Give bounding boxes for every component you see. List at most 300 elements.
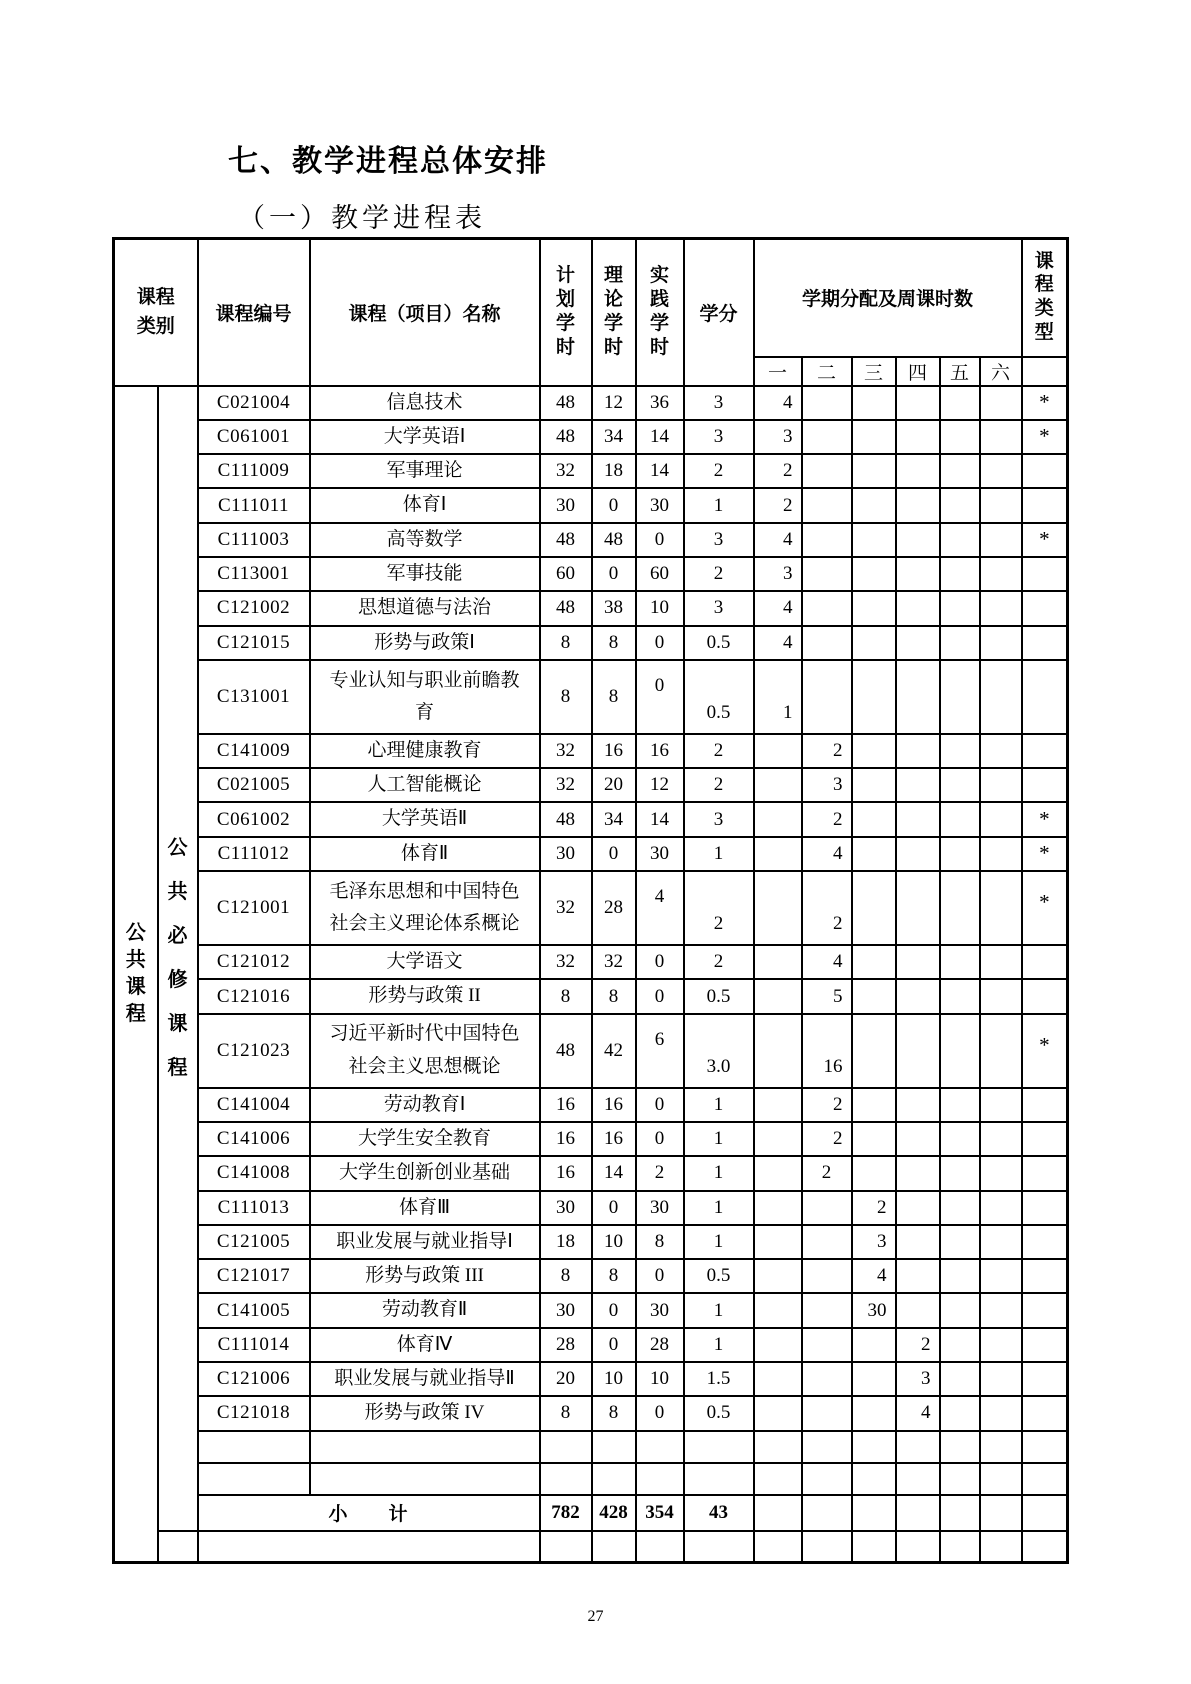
theory-hours: 8 xyxy=(592,660,636,734)
teaching-schedule-table xyxy=(112,237,1069,1564)
sem-6 xyxy=(980,734,1022,768)
course-no xyxy=(198,1463,310,1495)
sem-3: 3 xyxy=(852,1225,896,1259)
course-row xyxy=(114,1122,1068,1156)
planned-hours: 30 xyxy=(540,837,592,871)
practice-hours: 0 xyxy=(636,1122,684,1156)
course-no: C121017 xyxy=(198,1259,310,1293)
credits: 1 xyxy=(684,1225,754,1259)
category-public-courses: 公 共 课 程 xyxy=(114,386,158,1563)
course-row xyxy=(114,1014,1068,1088)
course-no: C121018 xyxy=(198,1396,310,1430)
course-name xyxy=(310,1463,540,1495)
sem-1 xyxy=(754,979,802,1013)
sem-5 xyxy=(940,626,980,660)
header-course-category: 课程类别 xyxy=(114,239,198,386)
sem-2: 16 xyxy=(802,1014,852,1088)
sem-1 xyxy=(754,802,802,836)
empty-row xyxy=(114,1463,1068,1495)
sem-2 xyxy=(802,420,852,454)
credits: 1 xyxy=(684,1191,754,1225)
practice-hours xyxy=(636,1463,684,1495)
sem-3: 30 xyxy=(852,1293,896,1327)
sem-3 xyxy=(852,1396,896,1430)
sem-1: 2 xyxy=(754,488,802,522)
course-no: C121001 xyxy=(198,871,310,945)
sem-2: 4 xyxy=(802,837,852,871)
theory-hours: 48 xyxy=(592,523,636,557)
sem-5 xyxy=(940,1191,980,1225)
practice-hours: 36 xyxy=(636,386,684,420)
course-name: 思想道德与法治 xyxy=(310,591,540,625)
course-no: C111003 xyxy=(198,523,310,557)
sem-6 xyxy=(980,837,1022,871)
course-name: 职业发展与就业指导Ⅰ xyxy=(310,1225,540,1259)
sem-6 xyxy=(980,1122,1022,1156)
theory-hours: 0 xyxy=(592,1191,636,1225)
course-row xyxy=(114,1156,1068,1190)
sem-6 xyxy=(980,768,1022,802)
section-title: 七、教学进程总体安排 xyxy=(228,145,548,178)
theory-hours: 8 xyxy=(592,626,636,660)
course-type-flag: * xyxy=(1022,837,1068,871)
sem-1 xyxy=(754,1495,802,1531)
sem-6 xyxy=(980,488,1022,522)
theory-hours: 0 xyxy=(592,1328,636,1362)
sem-2: 2 xyxy=(802,734,852,768)
sem-2 xyxy=(802,626,852,660)
sem-4 xyxy=(896,1014,940,1088)
semester-col-3: 三 xyxy=(852,357,896,386)
credits: 0.5 xyxy=(684,1259,754,1293)
course-no: C131001 xyxy=(198,660,310,734)
course-row xyxy=(114,660,1068,734)
course-row xyxy=(114,1396,1068,1430)
sem-4 xyxy=(896,626,940,660)
sem-5 xyxy=(940,488,980,522)
course-name: 形势与政策 III xyxy=(310,1259,540,1293)
sem-2: 3 xyxy=(802,768,852,802)
planned-hours: 32 xyxy=(540,768,592,802)
sem-4: 2 xyxy=(896,1328,940,1362)
semester-col-6: 六 xyxy=(980,357,1022,386)
sem-4 xyxy=(896,734,940,768)
course-row xyxy=(114,626,1068,660)
planned-hours: 16 xyxy=(540,1156,592,1190)
credits: 1 xyxy=(684,1122,754,1156)
sem-2 xyxy=(802,1531,852,1563)
header-credits: 学分 xyxy=(684,239,754,386)
practice-hours: 30 xyxy=(636,1293,684,1327)
practice-hours: 0 xyxy=(636,979,684,1013)
sem-6 xyxy=(980,386,1022,420)
course-name: 专业认知与职业前瞻教育 xyxy=(310,660,540,734)
sem-4 xyxy=(896,557,940,591)
course-type-flag: * xyxy=(1022,523,1068,557)
course-name: 体育Ⅳ xyxy=(310,1328,540,1362)
planned-hours: 30 xyxy=(540,1191,592,1225)
planned-hours: 30 xyxy=(540,1293,592,1327)
sem-5 xyxy=(940,1495,980,1531)
sem-1: 1 xyxy=(754,660,802,734)
theory-hours: 0 xyxy=(592,557,636,591)
sem-4 xyxy=(896,1191,940,1225)
course-type-flag: * xyxy=(1022,386,1068,420)
sem-4 xyxy=(896,488,940,522)
credits: 1 xyxy=(684,1088,754,1122)
course-no: C141006 xyxy=(198,1122,310,1156)
sem-3 xyxy=(852,420,896,454)
sem-3: 4 xyxy=(852,1259,896,1293)
planned-hours: 8 xyxy=(540,660,592,734)
sem-2 xyxy=(802,488,852,522)
practice-hours: 0 xyxy=(636,1396,684,1430)
credits: 3 xyxy=(684,523,754,557)
planned-hours: 48 xyxy=(540,386,592,420)
sem-4 xyxy=(896,420,940,454)
next-section-row xyxy=(114,1531,1068,1563)
sem-4 xyxy=(896,802,940,836)
course-type-flag xyxy=(1022,768,1068,802)
theory-hours: 8 xyxy=(592,1396,636,1430)
course-row xyxy=(114,454,1068,488)
planned-hours: 48 xyxy=(540,1014,592,1088)
course-row xyxy=(114,1328,1068,1362)
course-name: 职业发展与就业指导Ⅱ xyxy=(310,1362,540,1396)
course-name: 劳动教育Ⅱ xyxy=(310,1293,540,1327)
sem-4 xyxy=(896,1431,940,1463)
sem-1: 4 xyxy=(754,386,802,420)
empty-row xyxy=(114,1431,1068,1463)
course-no: C121005 xyxy=(198,1225,310,1259)
credits: 2 xyxy=(684,768,754,802)
header-semester-group: 学期分配及周课时数 xyxy=(754,239,1022,357)
course-no: C121002 xyxy=(198,591,310,625)
planned-hours: 60 xyxy=(540,557,592,591)
practice-hours: 4 xyxy=(636,871,684,945)
sem-1: 4 xyxy=(754,591,802,625)
sem-1 xyxy=(754,871,802,945)
sem-5 xyxy=(940,557,980,591)
sem-2 xyxy=(802,591,852,625)
theory-hours: 16 xyxy=(592,1122,636,1156)
sem-5 xyxy=(940,591,980,625)
practice-hours: 14 xyxy=(636,802,684,836)
theory-hours: 38 xyxy=(592,591,636,625)
credits: 3 xyxy=(684,802,754,836)
course-no: C121006 xyxy=(198,1362,310,1396)
credits: 2 xyxy=(684,945,754,979)
sem-1 xyxy=(754,1122,802,1156)
course-no: C111014 xyxy=(198,1328,310,1362)
planned-hours: 48 xyxy=(540,591,592,625)
sem-6 xyxy=(980,1362,1022,1396)
sem-5 xyxy=(940,1225,980,1259)
course-no: C111009 xyxy=(198,454,310,488)
sem-3 xyxy=(852,1362,896,1396)
practice-hours: 0 xyxy=(636,523,684,557)
course-type-flag xyxy=(1022,1362,1068,1396)
credits: 3 xyxy=(684,386,754,420)
sem-6 xyxy=(980,1328,1022,1362)
sem-2 xyxy=(802,1463,852,1495)
course-name: 形势与政策 IV xyxy=(310,1396,540,1430)
course-name: 人工智能概论 xyxy=(310,768,540,802)
theory-hours: 16 xyxy=(592,1088,636,1122)
sem-4 xyxy=(896,591,940,625)
sem-3 xyxy=(852,1014,896,1088)
credits: 1 xyxy=(684,1156,754,1190)
credits: 2 xyxy=(684,734,754,768)
course-name: 大学语文 xyxy=(310,945,540,979)
category-public-required-courses: 公 共 必 修 课 程 xyxy=(158,386,198,1531)
planned-hours: 48 xyxy=(540,523,592,557)
subtotal-practice-hours: 354 xyxy=(636,1495,684,1531)
theory-hours: 34 xyxy=(592,802,636,836)
sem-6 xyxy=(980,871,1022,945)
course-row xyxy=(114,1293,1068,1327)
course-type-flag xyxy=(1022,454,1068,488)
practice-hours xyxy=(636,1531,684,1563)
sem-4 xyxy=(896,1088,940,1122)
sem-3 xyxy=(852,386,896,420)
sem-1 xyxy=(754,945,802,979)
practice-hours: 60 xyxy=(636,557,684,591)
planned-hours xyxy=(540,1463,592,1495)
sem-1 xyxy=(754,1156,802,1190)
course-type-flag xyxy=(1022,1156,1068,1190)
sem-6 xyxy=(980,626,1022,660)
next-category-cell xyxy=(158,1531,198,1563)
course-type-flag: * xyxy=(1022,871,1068,945)
page-number: 27 xyxy=(587,1608,604,1625)
credits: 3.0 xyxy=(684,1014,754,1088)
credits: 2 xyxy=(684,871,754,945)
sem-5 xyxy=(940,734,980,768)
sem-3 xyxy=(852,1531,896,1563)
sem-1 xyxy=(754,1463,802,1495)
sem-6 xyxy=(980,1225,1022,1259)
practice-hours: 0 xyxy=(636,1259,684,1293)
header-course-no: 课程编号 xyxy=(198,239,310,386)
subtotal-credits: 43 xyxy=(684,1495,754,1531)
practice-hours: 14 xyxy=(636,454,684,488)
subtotal-theory-hours: 428 xyxy=(592,1495,636,1531)
course-row xyxy=(114,802,1068,836)
practice-hours: 14 xyxy=(636,420,684,454)
course-row xyxy=(114,523,1068,557)
practice-hours: 0 xyxy=(636,660,684,734)
credits xyxy=(684,1531,754,1563)
sem-3 xyxy=(852,488,896,522)
course-type-flag xyxy=(1022,1463,1068,1495)
planned-hours: 32 xyxy=(540,454,592,488)
course-type-flag xyxy=(1022,945,1068,979)
course-name: 形势与政策 II xyxy=(310,979,540,1013)
semester-subheader-spacer xyxy=(1022,357,1068,386)
sem-1 xyxy=(754,1191,802,1225)
sem-5 xyxy=(940,523,980,557)
sem-3 xyxy=(852,1088,896,1122)
course-type-flag xyxy=(1022,1225,1068,1259)
planned-hours xyxy=(540,1531,592,1563)
practice-hours: 30 xyxy=(636,488,684,522)
planned-hours: 32 xyxy=(540,945,592,979)
course-type-flag xyxy=(1022,1431,1068,1463)
sem-2: 2 xyxy=(802,1122,852,1156)
course-no: C111012 xyxy=(198,837,310,871)
course-type-flag xyxy=(1022,591,1068,625)
course-no: C141004 xyxy=(198,1088,310,1122)
credits: 1 xyxy=(684,1293,754,1327)
sem-2 xyxy=(802,1225,852,1259)
practice-hours: 0 xyxy=(636,1088,684,1122)
planned-hours: 18 xyxy=(540,1225,592,1259)
course-no: C061002 xyxy=(198,802,310,836)
theory-hours: 10 xyxy=(592,1362,636,1396)
sem-4 xyxy=(896,523,940,557)
course-name: 体育Ⅱ xyxy=(310,837,540,871)
sem-2 xyxy=(802,1259,852,1293)
credits: 0.5 xyxy=(684,626,754,660)
sem-5 xyxy=(940,1531,980,1563)
sem-3 xyxy=(852,454,896,488)
sem-6 xyxy=(980,1293,1022,1327)
practice-hours: 2 xyxy=(636,1156,684,1190)
sem-2 xyxy=(802,1293,852,1327)
sem-3 xyxy=(852,802,896,836)
theory-hours xyxy=(592,1463,636,1495)
sem-4 xyxy=(896,1293,940,1327)
sem-2 xyxy=(802,1396,852,1430)
sem-2 xyxy=(802,1495,852,1531)
credits: 1 xyxy=(684,837,754,871)
course-type-flag xyxy=(1022,1293,1068,1327)
sem-5 xyxy=(940,1463,980,1495)
theory-hours: 12 xyxy=(592,386,636,420)
sem-1: 2 xyxy=(754,454,802,488)
course-no: C141009 xyxy=(198,734,310,768)
course-no: C121023 xyxy=(198,1014,310,1088)
sem-6 xyxy=(980,1431,1022,1463)
practice-hours: 10 xyxy=(636,591,684,625)
theory-hours xyxy=(592,1431,636,1463)
sem-6 xyxy=(980,802,1022,836)
sem-4 xyxy=(896,871,940,945)
planned-hours: 16 xyxy=(540,1122,592,1156)
course-name: 大学英语Ⅰ xyxy=(310,420,540,454)
sem-2: 2 xyxy=(802,1088,852,1122)
credits: 0.5 xyxy=(684,660,754,734)
sem-5 xyxy=(940,871,980,945)
practice-hours: 8 xyxy=(636,1225,684,1259)
course-name: 形势与政策Ⅰ xyxy=(310,626,540,660)
theory-hours: 18 xyxy=(592,454,636,488)
course-type-flag xyxy=(1022,1495,1068,1531)
course-type-flag xyxy=(1022,734,1068,768)
credits: 3 xyxy=(684,420,754,454)
sem-1 xyxy=(754,1088,802,1122)
sem-2 xyxy=(802,1362,852,1396)
course-type-flag: * xyxy=(1022,420,1068,454)
sem-5 xyxy=(940,979,980,1013)
sem-5 xyxy=(940,1259,980,1293)
course-type-flag xyxy=(1022,1259,1068,1293)
course-type-flag xyxy=(1022,557,1068,591)
theory-hours: 0 xyxy=(592,837,636,871)
theory-hours: 20 xyxy=(592,768,636,802)
course-type-flag xyxy=(1022,979,1068,1013)
sem-6 xyxy=(980,1088,1022,1122)
course-name: 军事理论 xyxy=(310,454,540,488)
practice-hours: 30 xyxy=(636,1191,684,1225)
course-name: 军事技能 xyxy=(310,557,540,591)
course-type-flag xyxy=(1022,660,1068,734)
course-name: 大学英语Ⅱ xyxy=(310,802,540,836)
course-type-flag xyxy=(1022,1531,1068,1563)
teaching-schedule-table-wrapper xyxy=(112,237,1069,1564)
sem-4: 3 xyxy=(896,1362,940,1396)
sem-5 xyxy=(940,945,980,979)
sem-2 xyxy=(802,660,852,734)
sem-6 xyxy=(980,420,1022,454)
sem-4 xyxy=(896,945,940,979)
credits: 2 xyxy=(684,557,754,591)
sem-5 xyxy=(940,1362,980,1396)
sem-4 xyxy=(896,1122,940,1156)
sem-5 xyxy=(940,420,980,454)
sem-1 xyxy=(754,768,802,802)
header-planned-hours: 计 划 学 时 xyxy=(540,239,592,386)
course-type-flag xyxy=(1022,1191,1068,1225)
sem-6 xyxy=(980,557,1022,591)
sem-4 xyxy=(896,979,940,1013)
sem-5 xyxy=(940,386,980,420)
course-row xyxy=(114,837,1068,871)
course-name: 毛泽东思想和中国特色社会主义理论体系概论 xyxy=(310,871,540,945)
sem-2: 4 xyxy=(802,945,852,979)
sem-3 xyxy=(852,591,896,625)
course-type-flag xyxy=(1022,1396,1068,1430)
credits: 1 xyxy=(684,488,754,522)
credits xyxy=(684,1463,754,1495)
planned-hours: 20 xyxy=(540,1362,592,1396)
sem-3 xyxy=(852,1328,896,1362)
practice-hours: 12 xyxy=(636,768,684,802)
planned-hours: 32 xyxy=(540,871,592,945)
sem-3: 2 xyxy=(852,1191,896,1225)
sem-6 xyxy=(980,1014,1022,1088)
sem-6 xyxy=(980,1191,1022,1225)
sem-2: 5 xyxy=(802,979,852,1013)
theory-hours: 34 xyxy=(592,420,636,454)
theory-hours: 42 xyxy=(592,1014,636,1088)
sem-4 xyxy=(896,768,940,802)
course-row xyxy=(114,488,1068,522)
course-name: 习近平新时代中国特色社会主义思想概论 xyxy=(310,1014,540,1088)
sem-1 xyxy=(754,1531,802,1563)
planned-hours: 16 xyxy=(540,1088,592,1122)
sem-5 xyxy=(940,1156,980,1190)
course-name: 体育Ⅲ xyxy=(310,1191,540,1225)
practice-hours: 0 xyxy=(636,626,684,660)
credits: 0.5 xyxy=(684,979,754,1013)
course-type-flag xyxy=(1022,1088,1068,1122)
sem-4 xyxy=(896,454,940,488)
semester-col-2: 二 xyxy=(802,357,852,386)
sem-5 xyxy=(940,454,980,488)
course-no: C111011 xyxy=(198,488,310,522)
